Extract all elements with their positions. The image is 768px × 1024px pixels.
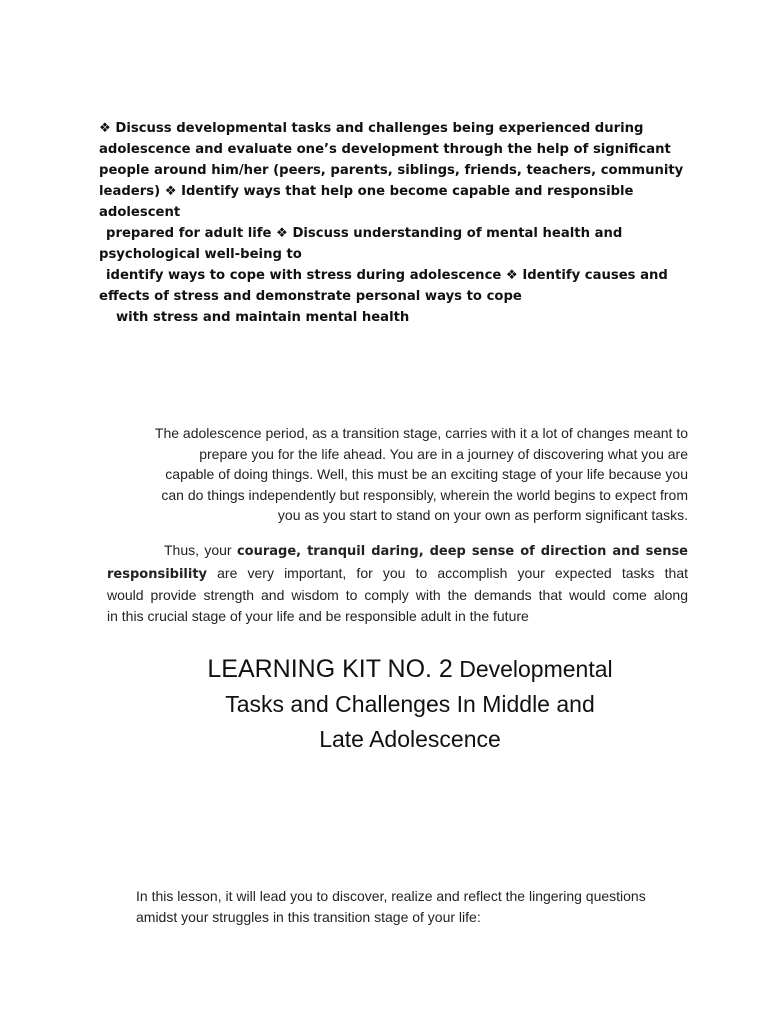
- objective-line: prepared for adult life ❖ Discuss understanding of mental health and: [106, 226, 623, 241]
- thus-line: in this crucial stage of your life and be responsible adult in the future: [107, 607, 529, 624]
- thus-lead: Thus, your: [164, 542, 237, 558]
- thus-line: [107, 540, 688, 563]
- kit-number: LEARNING KIT NO. 2: [207, 655, 453, 683]
- kit-title-line: Late Adolescence: [319, 726, 501, 752]
- intro-line: prepare you for the life ahead. You are in a journey of discovering what you are: [199, 445, 688, 462]
- objective-line: adolescent: [99, 205, 181, 220]
- objectives-list: [99, 118, 684, 328]
- thus-line2-rest: are very important, for you to accomplish your expected tasks that: [207, 564, 688, 581]
- objective-line: identify ways to cope with stress during adolescence ❖ Identify causes and: [106, 268, 668, 283]
- objective-line: adolescence and evaluate one’s development through the help of significant: [99, 142, 671, 157]
- kit-title-line: [150, 652, 670, 687]
- intro-paragraph: [107, 423, 688, 526]
- thus-line: would provide strength and wisdom to comply with the demands that would come along: [107, 587, 688, 604]
- intro-line: capable of doing things. Well, this must be an exciting stage of your life because you: [165, 466, 688, 483]
- learning-kit-title: [150, 652, 670, 757]
- lesson-line: amidst your struggles in this transition stage of your life:: [136, 908, 481, 925]
- kit-title-line: Tasks and Challenges In Middle and: [225, 691, 595, 717]
- thus-paragraph: [107, 540, 688, 626]
- objective-line: people around him/her (peers, parents, siblings, friends, teachers, community: [99, 163, 684, 178]
- kit-title-rest: Developmental: [452, 656, 613, 682]
- intro-line: The adolescence period, as a transition stage, carries with it a lot of changes meant to: [154, 425, 688, 441]
- objective-line: psychological well-being to: [99, 247, 302, 262]
- objective-line: ❖ Discuss developmental tasks and challenges being experienced during: [99, 121, 644, 136]
- lesson-line: In this lesson, it will lead you to discover, realize and reflect the lingering questions: [136, 888, 646, 904]
- objective-line: leaders) ❖ Identify ways that help one become capable and responsible: [99, 184, 634, 199]
- thus-bold-qualities: courage, tranquil daring, deep sense of direction and sense: [236, 544, 688, 559]
- objective-line: effects of stress and demonstrate personal ways to cope: [99, 289, 522, 304]
- thus-bold-responsibility: responsibility: [107, 566, 208, 582]
- intro-line: can do things independently but responsibly, wherein the world begins to expect from: [161, 486, 688, 503]
- thus-line: [107, 563, 688, 586]
- lesson-paragraph: [136, 886, 706, 927]
- intro-line: you as you start to stand on your own as perform significant tasks.: [277, 507, 688, 524]
- objective-line: with stress and maintain mental health: [116, 310, 410, 325]
